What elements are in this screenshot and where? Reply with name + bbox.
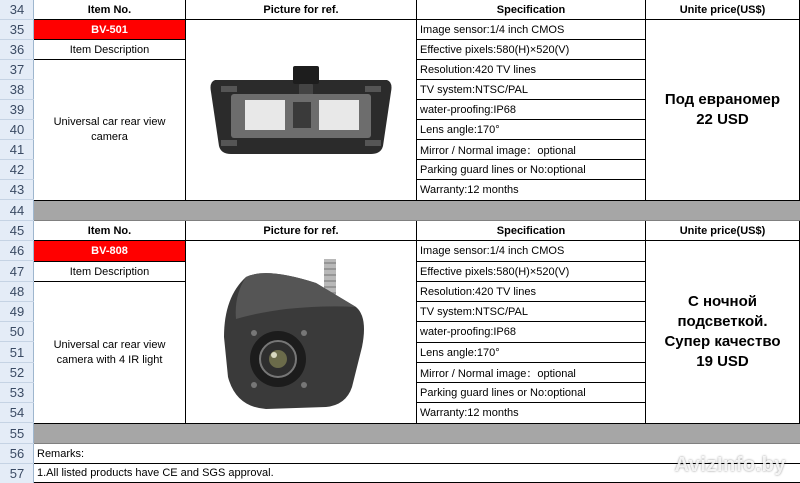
spreadsheet-grid	[34, 0, 800, 483]
spec-cell[interactable]: Image sensor:1/4 inch CMOS	[417, 20, 646, 40]
product-picture-cell[interactable]	[186, 20, 417, 201]
row-number[interactable]: 52	[0, 363, 34, 383]
row-number[interactable]: 49	[0, 302, 34, 322]
price-value: 22 USD	[696, 111, 749, 128]
header-specification[interactable]: Specification	[417, 221, 646, 241]
row-number[interactable]: 54	[0, 403, 34, 423]
price-value: 19 USD	[696, 353, 749, 370]
row-number[interactable]: 55	[0, 424, 34, 444]
row-number[interactable]: 51	[0, 343, 34, 363]
row-number[interactable]: 50	[0, 322, 34, 342]
row-number[interactable]: 36	[0, 40, 34, 60]
price-note: Супер качество	[664, 333, 781, 350]
separator-row[interactable]	[34, 424, 800, 444]
spec-cell[interactable]: Effective pixels:580(H)×520(V)	[417, 262, 646, 282]
product-code-cell[interactable]: BV-501	[34, 20, 186, 40]
header-item-no[interactable]: Item No.	[34, 0, 186, 20]
item-description-label[interactable]: Item Description	[34, 40, 186, 60]
row-number[interactable]: 38	[0, 80, 34, 100]
row-number[interactable]: 56	[0, 444, 34, 464]
row-number[interactable]: 40	[0, 120, 34, 140]
remarks-line[interactable]: 1.All listed products have CE and SGS approval.	[34, 464, 800, 483]
row-number[interactable]: 47	[0, 262, 34, 282]
product-description-cell[interactable]: Universal car rear view camera with 4 IR light	[34, 282, 186, 424]
header-item-no[interactable]: Item No.	[34, 221, 186, 241]
price-cell[interactable]	[646, 20, 800, 201]
spec-cell[interactable]: Mirror / Normal image：optional	[417, 363, 646, 383]
row-number[interactable]: 35	[0, 20, 34, 40]
spec-cell[interactable]: water-proofing:IP68	[417, 100, 646, 120]
product-picture-cell[interactable]	[186, 241, 417, 424]
header-picture[interactable]: Picture for ref.	[186, 0, 417, 20]
rear-view-camera-image	[206, 247, 396, 417]
header-price[interactable]: Unite price(US$)	[646, 0, 800, 20]
row-number[interactable]: 43	[0, 180, 34, 200]
row-number[interactable]: 44	[0, 201, 34, 221]
spec-cell[interactable]: Lens angle:170°	[417, 343, 646, 363]
spec-cell[interactable]: TV system:NTSC/PAL	[417, 302, 646, 322]
row-number[interactable]: 45	[0, 221, 34, 241]
spec-cell[interactable]: TV system:NTSC/PAL	[417, 80, 646, 100]
spec-cell[interactable]: Image sensor:1/4 inch CMOS	[417, 241, 646, 262]
spec-cell[interactable]: Effective pixels:580(H)×520(V)	[417, 40, 646, 60]
product-code-cell[interactable]: BV-808	[34, 241, 186, 262]
row-number[interactable]: 39	[0, 100, 34, 120]
spec-cell[interactable]: Warranty:12 months	[417, 180, 646, 201]
row-number[interactable]: 37	[0, 60, 34, 80]
header-specification[interactable]: Specification	[417, 0, 646, 20]
price-cell[interactable]	[646, 241, 800, 424]
spec-cell[interactable]: water-proofing:IP68	[417, 322, 646, 343]
spec-cell[interactable]: Parking guard lines or No:optional	[417, 383, 646, 403]
spec-cell[interactable]: Parking guard lines or No:optional	[417, 160, 646, 180]
spec-cell[interactable]: Resolution:420 TV lines	[417, 60, 646, 80]
item-description-label[interactable]: Item Description	[34, 262, 186, 282]
spec-cell[interactable]: Lens angle:170°	[417, 120, 646, 140]
header-picture[interactable]: Picture for ref.	[186, 221, 417, 241]
remarks-label[interactable]: Remarks:	[34, 444, 800, 464]
row-number[interactable]: 57	[0, 464, 34, 483]
license-plate-camera-image	[201, 60, 401, 160]
row-number-column	[0, 0, 34, 483]
product-description-cell[interactable]: Universal car rear view camera	[34, 60, 186, 201]
row-number[interactable]: 41	[0, 140, 34, 160]
price-note: подсветкой.	[677, 313, 768, 330]
watermark-logo: AvizInfo.by	[674, 454, 786, 476]
spec-cell[interactable]: Mirror / Normal image：optional	[417, 140, 646, 160]
row-number[interactable]: 34	[0, 0, 34, 20]
header-price[interactable]: Unite price(US$)	[646, 221, 800, 241]
row-number[interactable]: 46	[0, 241, 34, 261]
price-note: С ночной	[687, 293, 757, 310]
row-number[interactable]: 48	[0, 282, 34, 302]
row-number[interactable]: 42	[0, 160, 34, 180]
price-note: Под евраномер	[664, 91, 781, 108]
separator-row[interactable]	[34, 201, 800, 221]
spec-cell[interactable]: Warranty:12 months	[417, 403, 646, 424]
spec-cell[interactable]: Resolution:420 TV lines	[417, 282, 646, 302]
row-number[interactable]: 53	[0, 383, 34, 403]
